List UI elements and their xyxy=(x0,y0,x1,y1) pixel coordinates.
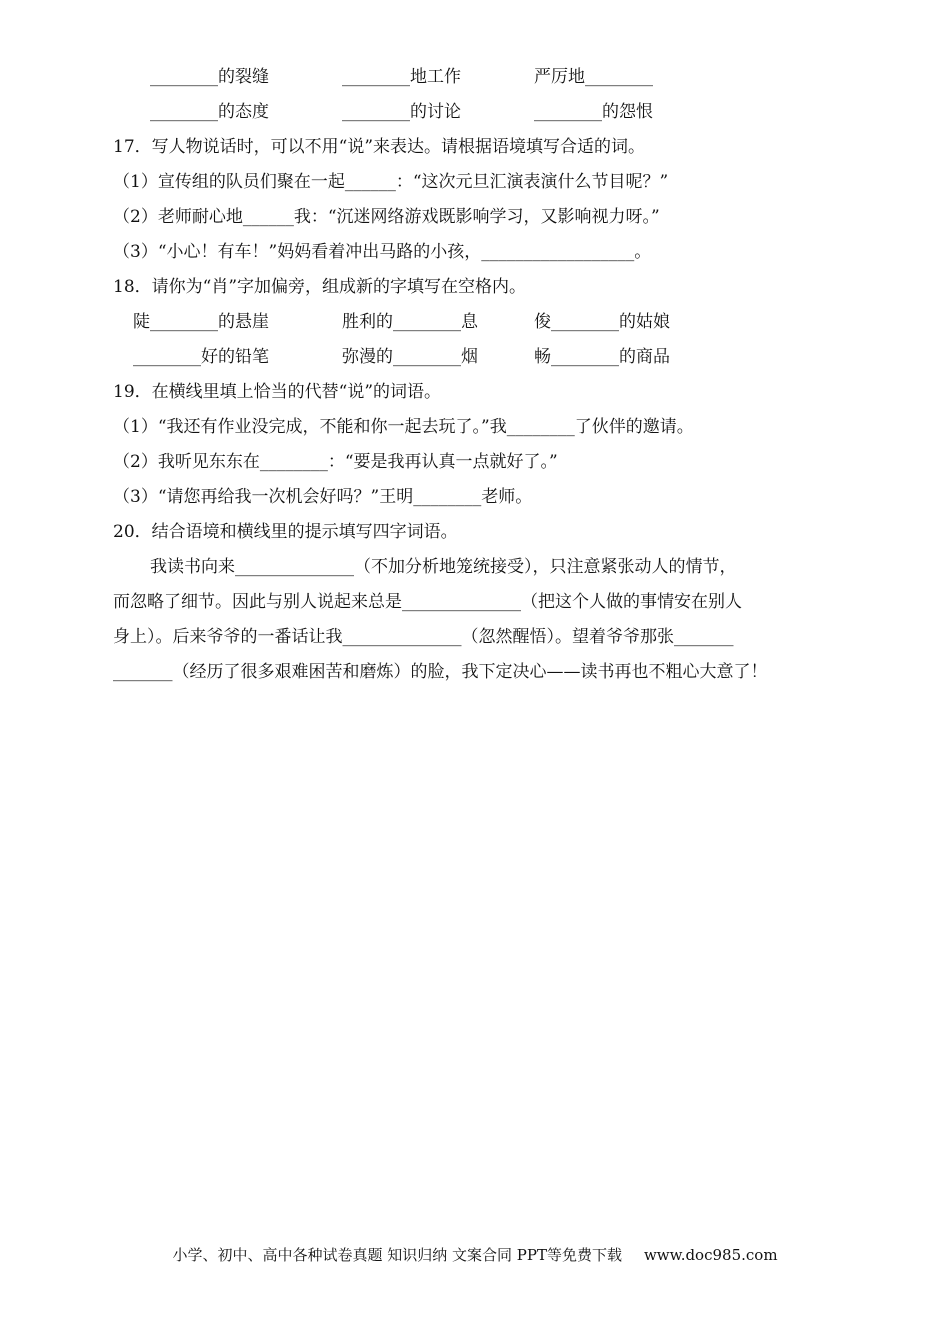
q18-row2-col3: 畅________的商品 xyxy=(534,347,670,367)
q19-item-2: （2）我听见东东在________：“要是我再认真一点就好了。” xyxy=(113,452,558,472)
q19-item-3: （3）“请您再给我一次机会好吗？”王明________老师。 xyxy=(113,487,533,507)
q20-line-2: 而忽略了细节。因此与别人说起来总是______________（把这个人做的事情安在别人 xyxy=(113,592,742,612)
page-footer xyxy=(0,1244,950,1266)
q18-title: 18．请你为“肖”字加偏旁，组成新的字填写在空格内。 xyxy=(113,277,527,297)
q16-row2-col3: ________的怨恨 xyxy=(534,102,653,122)
q16-row1-col2: ________地工作 xyxy=(342,67,461,87)
q18-row2-col1: ________好的铅笔 xyxy=(133,347,269,367)
q18-row1-col2: 胜利的________息 xyxy=(342,312,478,332)
q20-line-3: 身上）。后来爷爷的一番话让我______________（忽然醒悟）。望着爷爷那张_______ xyxy=(113,627,734,647)
q20-title: 20．结合语境和横线里的提示填写四字词语。 xyxy=(113,522,458,542)
q19-title: 19．在横线里填上恰当的代替“说”的词语。 xyxy=(113,382,442,402)
q20-line-1: 我读书向来______________（不加分析地笼统接受），只注意紧张动人的情节， xyxy=(150,557,737,577)
footer-site-link[interactable]: www.doc985.com xyxy=(643,1246,778,1264)
q16-row2-col2: ________的讨论 xyxy=(342,102,461,122)
q20-line-4: _______（经历了很多艰难困苦和磨炼）的脸，我下定决心——读书再也不粗心大意了！ xyxy=(113,662,768,682)
q17-item-1: （1）宣传组的队员们聚在一起______：“这次元旦汇演表演什么节目呢？” xyxy=(113,172,669,192)
footer-text: 小学、初中、高中各种试卷真题 知识归纳 文案合同 PPT等免费下载 xyxy=(172,1246,622,1264)
q18-row1-col3: 俊________的姑娘 xyxy=(534,312,670,332)
q16-row1-col3: 严厉地________ xyxy=(534,67,653,87)
q19-item-1: （1）“我还有作业没完成，不能和你一起去玩了。”我________了伙伴的邀请。 xyxy=(113,417,694,437)
q18-row2-col2: 弥漫的________烟 xyxy=(342,347,478,367)
q16-row1-col1: ________的裂缝 xyxy=(150,67,269,87)
q16-row2-col1: ________的态度 xyxy=(150,102,269,122)
q17-item-3: （3）“小心！有车！”妈妈看着冲出马路的小孩，__________________。 xyxy=(113,242,652,262)
q17-title: 17．写人物说话时，可以不用“说”来表达。请根据语境填写合适的词。 xyxy=(113,137,646,157)
q17-item-2: （2）老师耐心地______我：“沉迷网络游戏既影响学习，又影响视力呀。” xyxy=(113,207,660,227)
q18-row1-col1: 陡________的悬崖 xyxy=(133,312,269,332)
